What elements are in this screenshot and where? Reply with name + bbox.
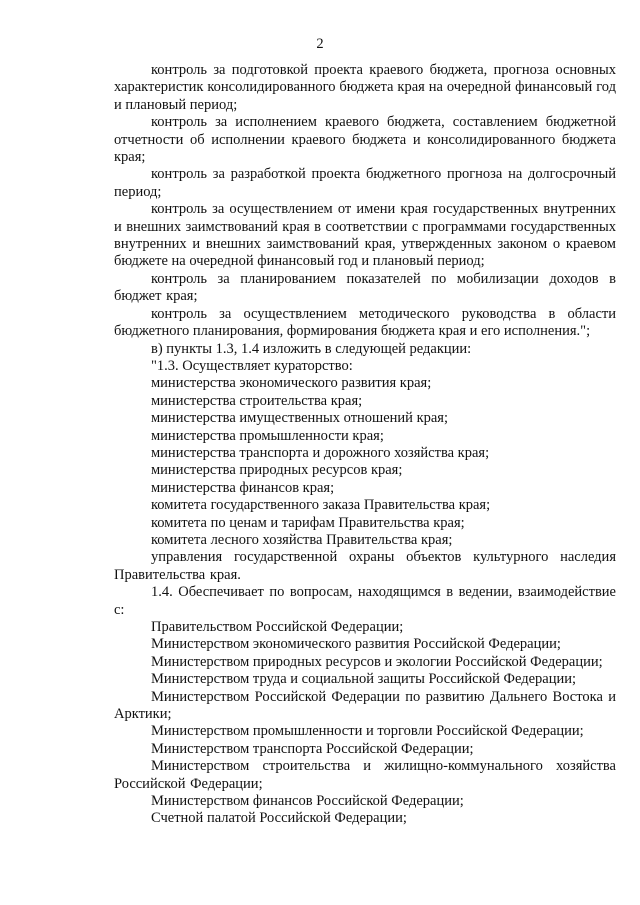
- list-item: министерства строительства края;: [151, 392, 363, 409]
- list-item: министерства экономического развития края;: [151, 375, 432, 392]
- paragraph: в) пункты 1.3, 1.4 изложить в следующей редакции:: [151, 340, 472, 357]
- page-number: 2: [316, 36, 324, 52]
- list-item: министерства природных ресурсов края;: [151, 462, 403, 479]
- list-item: комитета по ценам и тарифам Правительства края;: [151, 514, 465, 531]
- list-item: Министерством промышленности и торговли Российской Федерации;: [151, 723, 584, 740]
- list-item: Министерством финансов Российской Федерации;: [151, 793, 464, 810]
- document-body: [114, 62, 616, 828]
- list-item: управления государственной охраны объектов культурного наследия Правительства края.: [114, 549, 616, 583]
- paragraph: контроль за осуществлением методического руководства в области бюджетного планирования, формирования бюджета края и его исполнения.";: [114, 305, 616, 340]
- list-item: министерства имущественных отношений края;: [151, 410, 448, 427]
- paragraph: контроль за осуществлением от имени края государственных внутренних и внешних заимствований края в соответствии с программами государственных внутренних и внешних заимствований края, утвержденных законом о краевом бюджете на очередной финансовый год и плановый период;: [114, 201, 616, 270]
- paragraph: контроль за подготовкой проекта краевого бюджета, прогноза основных характеристик консолидированного бюджета края на очередной финансовый год и плановый период;: [114, 62, 616, 113]
- list-item: Министерством транспорта Российской Федерации;: [151, 740, 474, 757]
- list-item: Министерством труда и социальной защиты Российской Федерации;: [151, 671, 577, 688]
- paragraph: контроль за планированием показателей по мобилизации доходов в бюджет края;: [114, 270, 616, 305]
- list-item: Министерством строительства и жилищно-коммунального хозяйства Российской Федерации;: [114, 758, 616, 792]
- list-item: Счетной палатой Российской Федерации;: [151, 810, 407, 827]
- paragraph: "1.3. Осуществляет кураторство:: [151, 357, 353, 374]
- list-item: министерства промышленности края;: [151, 427, 384, 444]
- list-item: комитета лесного хозяйства Правительства края;: [151, 531, 453, 548]
- list-item: министерства финансов края;: [151, 479, 335, 496]
- paragraph: 1.4. Обеспечивает по вопросам, находящимся в ведении, взаимодействие с:: [114, 584, 616, 618]
- list-item: комитета государственного заказа Правительства края;: [151, 497, 491, 514]
- list-item: Министерством природных ресурсов и экологии Российской Федерации;: [151, 653, 603, 670]
- list-item: Министерством экономического развития Российской Федерации;: [151, 636, 561, 653]
- list-item: министерства транспорта и дорожного хозяйства края;: [151, 444, 490, 461]
- paragraph: контроль за разработкой проекта бюджетного прогноза на долгосрочный период;: [114, 166, 616, 200]
- list-item: Правительством Российской Федерации;: [151, 619, 404, 635]
- list-item: Министерством Российской Федерации по развитию Дальнего Востока и Арктики;: [114, 688, 616, 723]
- paragraph: контроль за исполнением краевого бюджета, составлением бюджетной отчетности об исполнении краевого бюджета и консолидированного бюджета края;: [114, 114, 616, 166]
